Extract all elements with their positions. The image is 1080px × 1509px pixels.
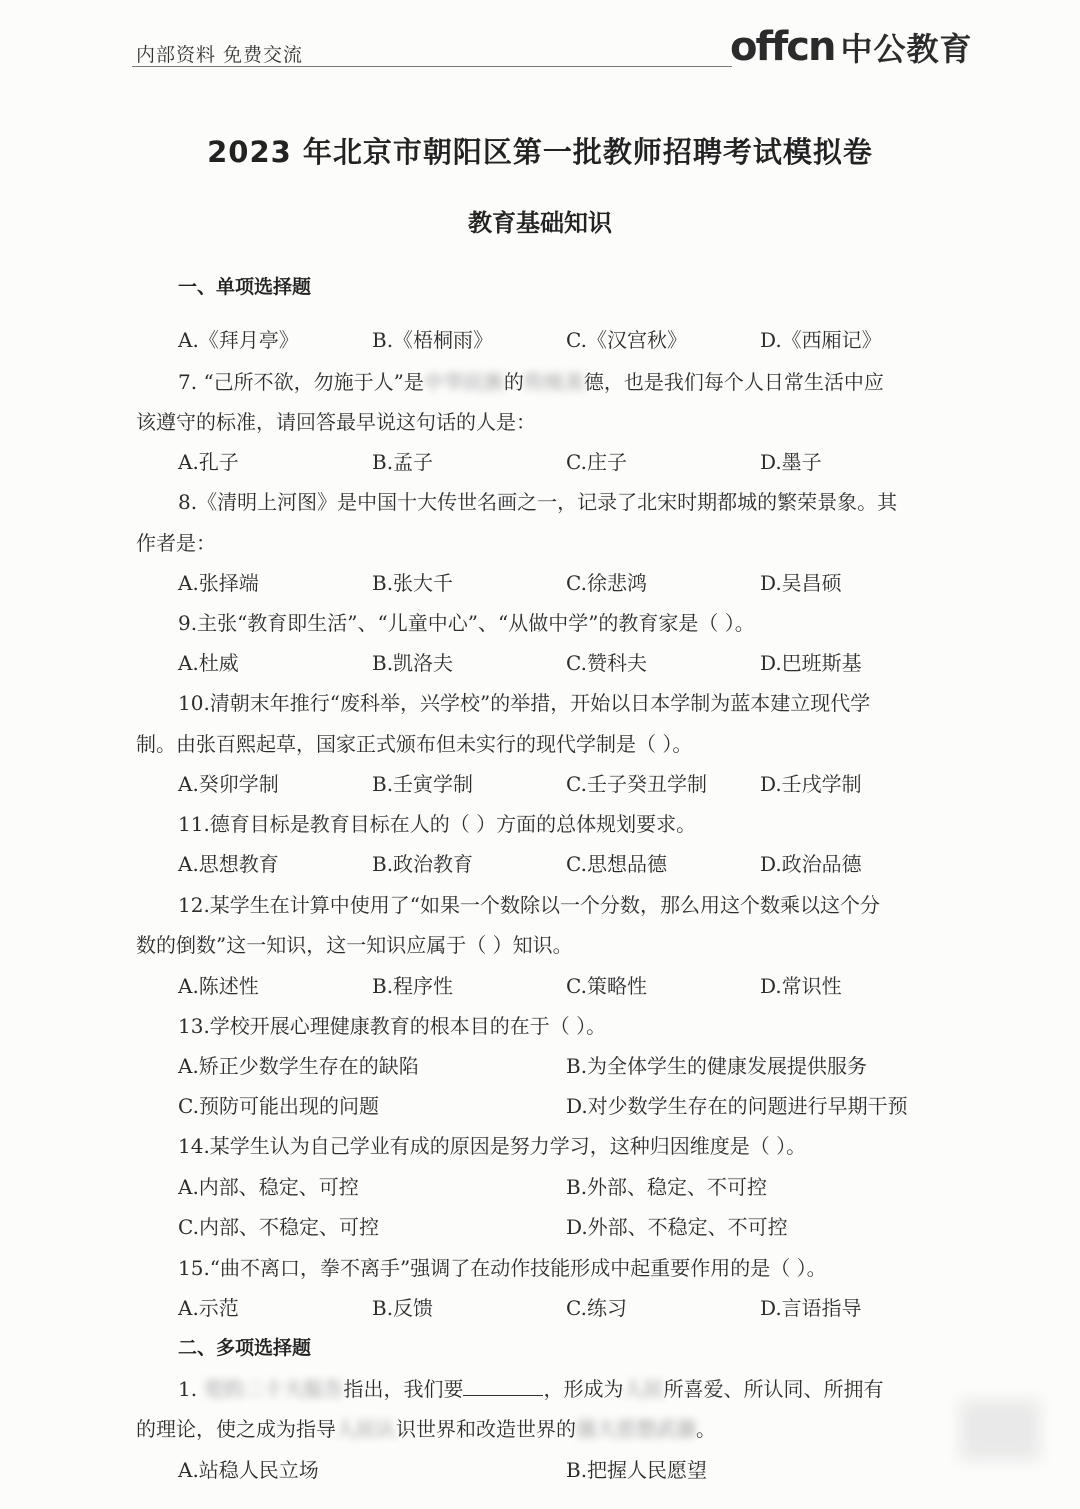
q15-option-b: B.反馈	[372, 1296, 434, 1320]
q8-stem-line1: 8.《清明上河图》是中国十大传世名画之一，记录了北宋时期都城的繁荣景象。其	[178, 490, 898, 514]
q10-stem-line1: 10.清朝末年推行“废科举，兴学校”的举措，开始以日本学制为蓝本建立现代学	[178, 691, 871, 715]
ms-q1-stem-d: 的理论，使之成为指导	[136, 1417, 336, 1441]
q11-option-d: D.政治品德	[760, 852, 862, 876]
q15-stem-line1: 15.“曲不离口，拳不离手”强调了在动作技能形成中起重要作用的是（ ）。	[178, 1256, 827, 1280]
q7-stem-c: 德，也是我们每个人日常生活中应	[583, 370, 884, 394]
q15-option-c: C.练习	[566, 1296, 627, 1320]
q8-option-b: B.张大千	[372, 571, 454, 595]
q14-stem-line1: 14.某学生认为自己学业有成的原因是努力学习，这种归因维度是（ ）。	[178, 1134, 807, 1158]
q7-option-a: A.孔子	[178, 450, 239, 474]
q12-option-c: C.策略性	[566, 974, 647, 998]
section-heading-multiple-choice: 二、多项选择题	[178, 1337, 312, 1359]
q6-option-a: A.《拜月亭》	[178, 328, 299, 352]
logo-cjk-text: 中公教育	[840, 30, 973, 68]
q9-stem-line1: 9.主张“教育即生活”、“儿童中心”、“从做中学”的教育家是（ ）。	[178, 611, 755, 635]
q14-option-a: A.内部、稳定、可控	[178, 1175, 359, 1199]
q13-option-a: A.矫正少数学生存在的缺陷	[178, 1054, 419, 1078]
ms-q1-option-a: A.站稳人民立场	[178, 1458, 319, 1482]
q7-stem-line1	[178, 366, 884, 395]
q9-option-d: D.巴班斯基	[760, 651, 862, 675]
q11-option-a: A.思想教育	[178, 852, 279, 876]
q12-option-b: B.程序性	[372, 974, 454, 998]
q9-option-c: C.赞科夫	[566, 651, 647, 675]
q14-option-b: B.外部、稳定、不可控	[566, 1175, 768, 1199]
q13-option-c: C.预防可能出现的问题	[178, 1094, 379, 1118]
ms-q1-blurred-1: 党的二十大报告	[203, 1377, 344, 1401]
page-subtitle: 教育基础知识	[468, 209, 612, 237]
q6-option-c: C.《汉宫秋》	[566, 328, 687, 352]
q7-option-c: C.庄子	[566, 450, 627, 474]
q11-stem-line1: 11.德育目标是教育目标在人的（ ）方面的总体规划要求。	[178, 812, 697, 836]
q15-option-d: D.言语指导	[760, 1296, 862, 1320]
q8-option-c: C.徐悲鸿	[566, 571, 647, 595]
ms-q1-stem-c: 所喜爱、所认同、所拥有	[663, 1377, 884, 1401]
q12-option-d: D.常识性	[760, 974, 842, 998]
ms-q1-num: 1.	[178, 1377, 198, 1401]
q13-option-d: D.对少数学生存在的问题进行早期干预	[566, 1094, 908, 1118]
q10-option-b: B.壬寅学制	[372, 772, 474, 796]
ms-q1-blurred-3: 人民认	[336, 1417, 396, 1441]
ms-q1-stem-e: 识世界和改造世界的	[396, 1417, 576, 1441]
q14-option-d: D.外部、不稳定、不可控	[566, 1215, 788, 1239]
q10-option-a: A.癸卯学制	[178, 772, 279, 796]
q12-stem-line2: 数的倒数”这一知识，这一知识应属于（ ）知识。	[136, 933, 573, 957]
watermark-blur	[960, 1400, 1040, 1460]
q8-option-d: D.吴昌硕	[760, 571, 842, 595]
q12-option-a: A.陈述性	[178, 974, 259, 998]
q13-stem-line1: 13.学校开展心理健康教育的根本目的在于（ ）。	[178, 1014, 607, 1038]
q7-stem-line2: 该遵守的标准，请回答最早说这句话的人是：	[136, 410, 536, 434]
q7-blurred-1: 中华民族	[423, 370, 504, 394]
q10-stem-line2: 制。由张百熙起草，国家正式颁布但未实行的现代学制是（ ）。	[136, 732, 693, 756]
ms-q1-option-b: B.把握人民愿望	[566, 1458, 708, 1482]
ms-q1-stem-f: 。	[696, 1417, 716, 1441]
q6-option-d: D.《西厢记》	[760, 328, 882, 352]
q8-stem-line2: 作者是：	[136, 531, 216, 555]
q15-option-a: A.示范	[178, 1296, 239, 1320]
ms-q1-stem-line1	[178, 1373, 883, 1402]
q11-option-b: B.政治教育	[372, 852, 474, 876]
header-rule	[132, 66, 732, 67]
offcn-logo	[730, 24, 973, 70]
q7-stem-a: 7. “己所不欲，勿施于人”是	[178, 370, 424, 394]
q7-stem-b: 的	[503, 370, 524, 394]
q10-option-d: D.壬戌学制	[760, 772, 862, 796]
logo-latin-text: offcn	[730, 24, 835, 70]
header-label: 内部资料 免费交流	[136, 44, 304, 66]
ms-q1-blurred-2: 人民	[623, 1377, 664, 1401]
q9-option-b: B.凯洛夫	[372, 651, 454, 675]
q7-option-b: B.孟子	[372, 450, 434, 474]
q6-option-b: B.《梧桐雨》	[372, 328, 494, 352]
ms-q1-stem-b: ，形成为	[543, 1377, 624, 1401]
q11-option-c: C.思想品德	[566, 852, 667, 876]
q9-option-a: A.杜威	[178, 651, 239, 675]
page-title: 2023 年北京市朝阳区第一批教师招聘考试模拟卷	[207, 135, 873, 169]
q8-option-a: A.张择端	[178, 571, 259, 595]
q7-option-d: D.墨子	[760, 450, 822, 474]
ms-q1-blank	[463, 1377, 543, 1396]
ms-q1-blurred-4: 强大思想武器	[576, 1417, 696, 1441]
ms-q1-stem-line2	[136, 1413, 716, 1442]
q10-option-c: C.壬子癸丑学制	[566, 772, 707, 796]
q12-stem-line1: 12.某学生在计算中使用了“如果一个数除以一个分数，那么用这个数乘以这个分	[178, 893, 881, 917]
q14-option-c: C.内部、不稳定、可控	[178, 1215, 379, 1239]
q7-blurred-2: 传统美	[523, 370, 584, 394]
ms-q1-stem-a: 指出，我们要	[343, 1377, 464, 1401]
q13-option-b: B.为全体学生的健康发展提供服务	[566, 1054, 868, 1078]
section-heading-single-choice: 一、单项选择题	[178, 276, 312, 298]
